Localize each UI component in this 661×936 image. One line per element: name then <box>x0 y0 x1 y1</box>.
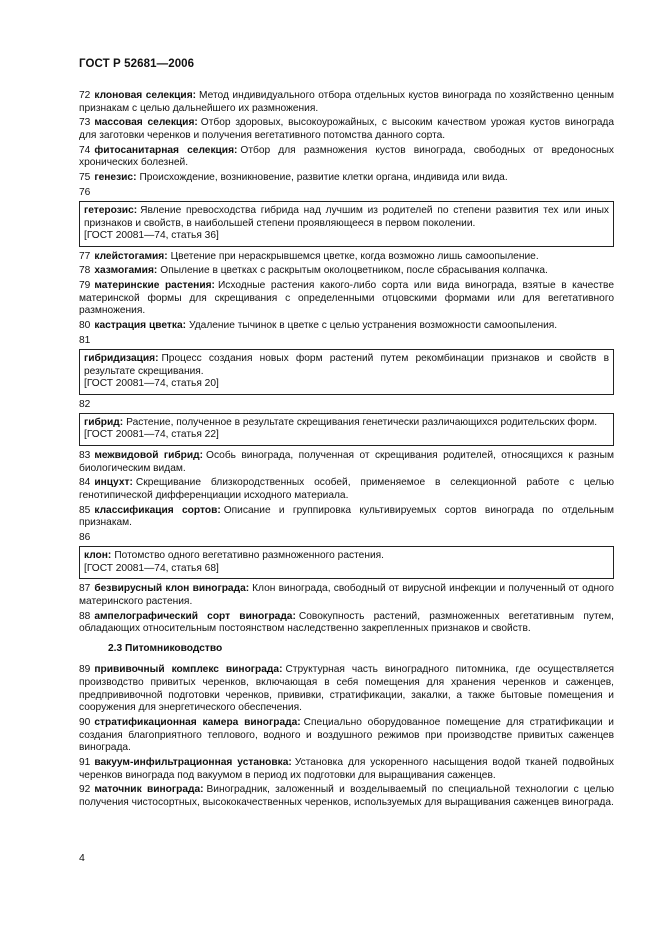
term-source-76: [ГОСТ 20081—74, статья 36] <box>84 230 219 242</box>
term-title: прививочный комплекс винограда: <box>94 664 283 676</box>
definition-hybrid: Растение, полученное в результате скрещивания генетически различающихся родительских форм. <box>126 416 598 428</box>
term-definition: Отбор здоровых, высокоурожайных, с высоким качеством урожая кустов винограда для заготовки черенков и получения вегетативного потомства данного сорта. <box>79 117 614 141</box>
term-entry <box>79 477 614 502</box>
term-number: 75 <box>79 172 91 184</box>
term-definition: Совокупность растений, размноженных вегетативным путем, обладающих относительным постоянством наследственно закрепленных признаков и свойств. <box>79 610 614 635</box>
term-title: стратификационная камера винограда: <box>94 717 301 728</box>
term-definition: Метод индивидуального отбора отдельных кустов винограда по хозяйственно ценным признакам с целью дальнейшего их размножения. <box>79 90 614 114</box>
term-entry <box>79 784 614 809</box>
boxed-term-76 <box>79 201 614 247</box>
term-entry <box>79 265 614 278</box>
terms-group-87-88 <box>79 583 614 636</box>
term-number: 73 <box>79 117 91 129</box>
term-number: 92 <box>79 784 91 796</box>
term-definition: Удаление тычинок в цветке с целью устранения возможности самоопыления. <box>189 320 558 332</box>
terms-group-77-80 <box>79 251 614 333</box>
term-title: межвидовой гибрид: <box>94 449 204 461</box>
term-definition: Исходные растения какого-либо сорта или вида винограда, взятые в качестве материнской формы для скрещивания с определенными отцовскими формами или для вегетативного размножения. <box>79 280 614 317</box>
terms-group-89-92 <box>79 664 614 809</box>
term-title: клейстогамия: <box>94 250 168 262</box>
term-number: 78 <box>79 265 91 277</box>
term-title: кастрация цветка: <box>94 320 187 332</box>
document-header: ГОСТ Р 52681—2006 <box>79 58 195 70</box>
term-hybrid: гибрид: <box>84 416 124 428</box>
boxed-term-86 <box>79 546 614 579</box>
term-number-81: 81 <box>79 335 91 346</box>
term-entry <box>79 117 614 142</box>
term-number: 88 <box>79 610 91 622</box>
terms-group-83-85 <box>79 450 614 530</box>
document-body <box>79 90 614 812</box>
term-heterosis: гетерозис: <box>84 204 138 216</box>
definition-hybridization: Процесс создания новых форм растений путем рекомбинации признаков и свойств в результате скрещивания. <box>84 353 609 377</box>
term-definition: Описание и группировка культивируемых сортов винограда по отдельным признакам. <box>79 504 614 529</box>
term-source-86: [ГОСТ 20081—74, статья 68] <box>84 562 219 574</box>
term-entry <box>79 664 614 714</box>
term-number-82: 82 <box>79 398 91 410</box>
term-entry <box>79 90 614 115</box>
definition-clone: Потомство одного вегетативно размноженного растения. <box>114 550 384 562</box>
term-entry <box>79 320 614 333</box>
term-source-82: [ГОСТ 20081—74, статья 22] <box>84 429 219 441</box>
term-number: 90 <box>79 717 91 728</box>
term-entry <box>79 717 614 755</box>
term-entry <box>79 145 614 170</box>
term-number-76: 76 <box>79 186 91 198</box>
boxed-term-82 <box>79 413 614 446</box>
term-entry <box>79 280 614 318</box>
terms-group-72-75 <box>79 90 614 185</box>
term-number: 79 <box>79 280 91 292</box>
term-definition: Цветение при нераскрывшемся цветке, когда возможно лишь самоопыление. <box>170 250 539 262</box>
term-number: 91 <box>79 756 91 768</box>
term-definition: Клон винограда, свободный от вирусной инфекции и полученный от одного материнского растения. <box>79 583 614 607</box>
term-entry <box>79 450 614 475</box>
boxed-term-81 <box>79 349 614 395</box>
term-title: инцухт: <box>94 477 133 489</box>
term-title: фитосанитарная селекция: <box>94 144 238 156</box>
term-title: хазмогамия: <box>94 265 158 277</box>
term-number: 83 <box>79 449 91 461</box>
section-heading: 2.3 Питомниководство <box>108 642 223 654</box>
term-number: 77 <box>79 250 91 262</box>
term-definition: Виноградник, заложенный и возделываемый по специальной технологии с целью получения чистосортных, высококачественных черенков, используемых для выращивания саженцев винограда. <box>79 784 614 808</box>
term-number: 89 <box>79 664 91 676</box>
term-title: клоновая селекция: <box>94 90 197 101</box>
term-number: 87 <box>79 583 91 595</box>
term-entry <box>79 172 614 185</box>
term-definition: Особь винограда, полученная от скрещивания родителей, относящихся к разным биологическим видам. <box>79 449 615 474</box>
term-number: 85 <box>79 504 91 516</box>
term-title: маточник винограда: <box>94 784 204 796</box>
term-title: вакуум-инфильтрационная установка: <box>94 756 292 768</box>
term-entry <box>79 251 614 264</box>
term-number: 72 <box>79 90 91 101</box>
term-clone: клон: <box>84 550 112 562</box>
term-title: безвирусный клон винограда: <box>94 583 250 595</box>
term-title: массовая селекция: <box>94 117 198 129</box>
term-title: классификация сортов: <box>94 504 221 516</box>
term-entry <box>79 757 614 782</box>
page-number: 4 <box>79 852 85 864</box>
term-title: ампелографический сорт винограда: <box>94 610 296 622</box>
term-entry <box>79 505 614 530</box>
term-number: 84 <box>79 477 91 489</box>
term-title: генезис: <box>94 172 137 184</box>
term-number: 74 <box>79 144 91 156</box>
term-entry <box>79 611 614 636</box>
term-number: 80 <box>79 320 91 332</box>
term-definition: Специально оборудованное помещение для стратификации и создания благоприятного теплового, водного и воздушного режимов при производстве привитых саженцев винограда. <box>79 717 615 754</box>
term-number-86: 86 <box>79 532 91 544</box>
term-hybridization: гибридизация: <box>84 353 159 364</box>
term-definition: Структурная часть виноградного питомника, где осуществляется производство привитых черенков, включающая в себя помещения для хранения черенков и саженцев, предпрививочной подготовки черенков, прививки, стратификации, закалки, а также бытовые помещения и сооружения для энергетического обеспечения. <box>79 664 615 714</box>
definition-heterosis: Явление превосходства гибрида над лучшим из родителей по степени развития тех или иных признаков и свойств, в наибольшей степени проявляющееся в первом поколении. <box>84 204 609 229</box>
term-title: материнские растения: <box>94 280 215 292</box>
term-definition: Установка для ускоренного насыщения водой тканей подвойных черенков винограда под вакуумом в период их подготовки для выращивания саженцев. <box>79 756 614 781</box>
term-definition: Происхождение, возникновение, развитие клетки органа, индивида или вида. <box>139 172 508 184</box>
term-definition: Отбор для размножения кустов винограда, свободных от вредоносных хронических болезней. <box>79 144 614 169</box>
term-entry <box>79 583 614 608</box>
term-source-81: [ГОСТ 20081—74, статья 20] <box>84 378 219 390</box>
term-definition: Опыление в цветках с раскрытым околоцветником, после сбрасывания колпачка. <box>160 265 548 277</box>
term-definition: Скрещивание близкородственных особей, применяемое в селекционной работе с целью генотипической дифференциации исходного материала. <box>79 477 614 501</box>
